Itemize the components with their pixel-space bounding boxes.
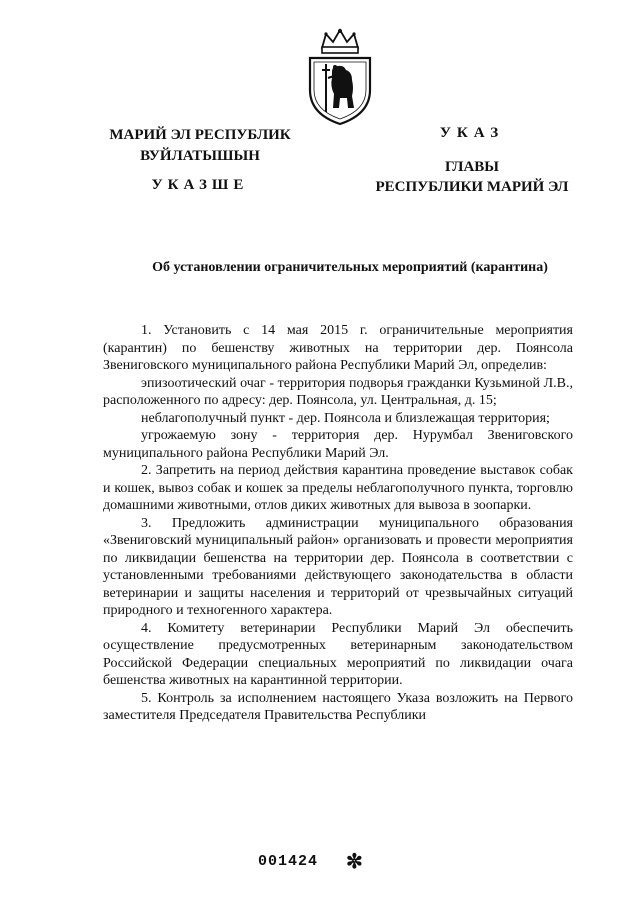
header-left-line1: МАРИЙ ЭЛ РЕСПУБЛИК [109, 127, 291, 143]
coat-of-arms-icon [302, 28, 378, 126]
document-body [103, 322, 573, 725]
paragraph: 2. Запретить на период действия карантина проведение выставок собак и кошек, вывоз собак и кошек за пределы неблагополучного пункта, торговлю домашними животными, отлов диких животных для вывоза в зоопарки. [103, 463, 573, 513]
header-left-line2: ВУЙЛАТЫШЫН [140, 148, 260, 164]
paragraph: угрожаемую зону - территория дер. Нурумбал Звениговского муниципального района Республики Марий Эл. [103, 428, 573, 461]
header-right-line3: РЕСПУБЛИКИ МАРИЙ ЭЛ [375, 179, 569, 195]
paragraph: 3. Предложить администрации муниципального образования «Звениговский муниципальный район» организовать и провести мероприятия по ликвидации бешенства на территории дер. Поянсола в соответствии с установленными требованиями действующего законодательства в области ветеринарии и защиты населения и территорий от чрезвычайных ситуаций природного и техногенного характера. [103, 515, 573, 618]
asterisk-mark-icon: ✼ [346, 851, 363, 873]
document-title: Об установлении ограничительных мероприятий (карантина) [152, 260, 548, 275]
header-left-line3: УКАЗШЕ [151, 177, 249, 193]
serial-number: 001424 [258, 853, 319, 870]
paragraph: 4. Комитету ветеринарии Республики Марий Эл обеспечить осуществление предусмотренных ветеринарным законодательством Российской Федерации специальных мероприятий по ликвидации очага бешенства животных на карантинной территории. [103, 620, 573, 688]
header-right-line1: УКАЗ [439, 125, 505, 141]
header-right-line2: ГЛАВЫ [444, 159, 500, 175]
paragraph: 5. Контроль за исполнением настоящего Указа возложить на Первого заместителя Председателя Правительства Республики [103, 690, 573, 723]
paragraph: эпизоотический очаг - территория подворья гражданки Кузьминой Л.В., расположенного по адресу: дер. Поянсола, ул. Центральная, д. 15; [103, 375, 573, 408]
paragraph: неблагополучный пункт - дер. Поянсола и близлежащая территория; [141, 410, 550, 426]
paragraph: 1. Установить с 14 мая 2015 г. ограничительные мероприятия (карантин) по бешенству животных на территории дер. Поянсола Звениговского муниципального района Республики Марий Эл, определив: [103, 323, 573, 373]
